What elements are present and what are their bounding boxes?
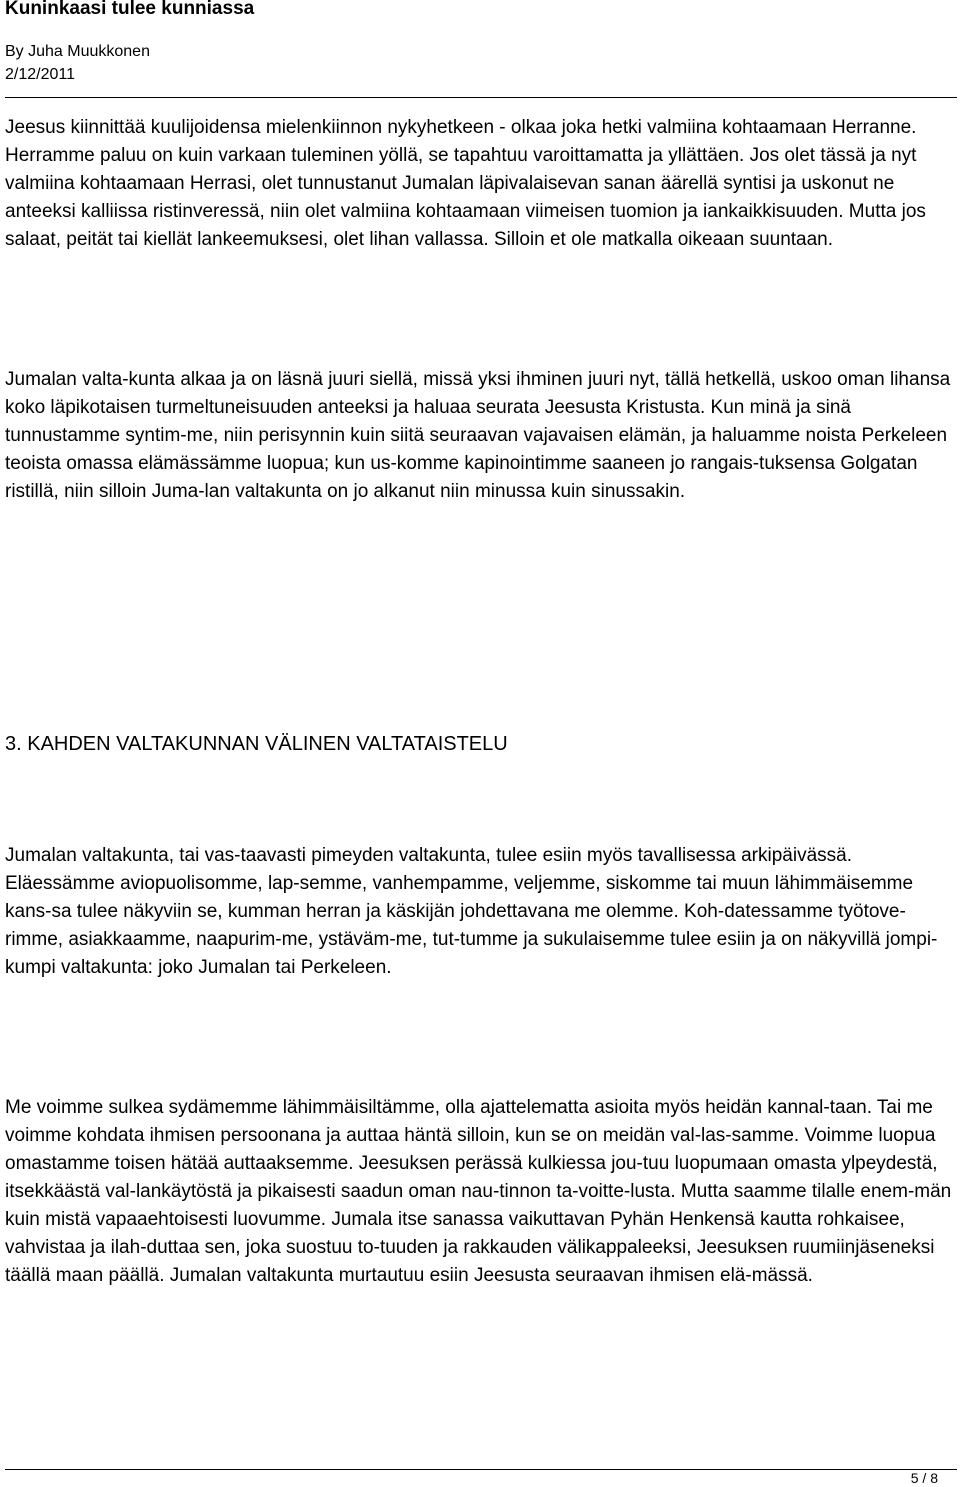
page-number: 5 / 8 (910, 1470, 938, 1486)
header-divider (5, 97, 957, 98)
paragraph-2: Jumalan valta-kunta alkaa ja on läsnä juuri siellä, missä yksi ihminen juuri nyt, tällä hetkellä, uskoo oman lihansa koko läpikotaisen turmeltuneisuuden anteeksi ja haluaa seurata Jeesusta Kristusta. Kun minä ja sinä tunnustamme syntim-me, niin perisynnin kuin siitä seuraavan vajavaisen elämän, ja haluamme noista Perkeleen teoista omassa elämässämme luopua; kun us-komme kapinointimme saaneen jo rangais-tuksensa Golgatan ristillä, niin silloin Juma-lan valtakunta on jo alkanut niin minussa kuin sinussakin. (5, 369, 951, 502)
document-header (5, 0, 957, 86)
paragraph-1: Jeesus kiinnittää kuulijoidensa mielenkiinnon nykyhetkeen - olkaa joka hetki valmiina kohtaamaan Herranne. Herramme paluu on kuin varkaan tuleminen yöllä, se tapahtuu varoittamatta ja yllättäen. Jos olet tässä ja nyt valmiina kohtaamaan Herrasi, olet tunnustanut Jumalan läpivalaisevan sanan äärellä syntisi ja uskonut ne anteeksi kalliissa ristinveressä, niin olet valmiina kohtaamaan viimeisen tuomion ja iankaikkisuuden. Mutta jos salaat, peität tai kiellät lankeemuksesi, olet lihan vallassa. Silloin et ole matkalla oikeaan suuntaan. (5, 117, 926, 250)
document-title: Kuninkaasi tulee kunniassa (5, 0, 255, 19)
paragraph-3: Jumalan valtakunta, tai vas-taavasti pimeyden valtakunta, tulee esiin myös tavallisessa arkipäivässä. Eläessämme aviopuolisomme, lap-semme, vanhempamme, veljemme, siskomme tai muun lähimmäisemme kans-sa tulee näkyviin se, kumman herran ja käskijän johdettavana me olemme. Koh-datessamme työtove-rimme, asiakkaamme, naapurim-me, ystäväm-me, tut-tumme ja sukulaisemme tulee esiin ja on näkyvillä jompi-kumpi valtakunta: joko Jumalan tai Perkeleen. (5, 845, 938, 978)
footer-divider (5, 1469, 957, 1470)
paragraph-4: Me voimme sulkea sydämemme lähimmäisiltämme, olla ajattelematta asioita myös heidän kannal-taan. Tai me voimme kohdata ihmisen persoonana ja auttaa häntä silloin, kun se on meidän val-las-samme. Voimme luopua omastamme toisen hätää auttaaksemme. Jeesuksen perässä kulkiessa jou-tuu luopumaan omasta ylpeydestä, itsekkäästä val-lankäytöstä ja pikaisesti saadun oman nau-tinnon ta-voitte-lusta. Mutta saamme tilalle enem-män kuin mistä vapaaehtoisesti luovumme. Jumala itse sanassa vaikuttavan Pyhän Henkensä kautta rohkaisee, vahvistaa ja ilah-duttaa sen, joka suostuu to-tuuden ja rakkauden välikappaleeksi, Jeesuksen ruumiinjäseneksi täällä maan päällä. Jumalan valtakunta murtautuu esiin Jeesusta seuraavan ihmisen elä-mässä. (5, 1097, 952, 1286)
section-heading: 3. KAHDEN VALTAKUNNAN VÄLINEN VALTATAISTELU (5, 733, 508, 755)
publish-date: 2/12/2011 (5, 66, 75, 83)
author-line: By Juha Muukkonen (5, 43, 150, 60)
